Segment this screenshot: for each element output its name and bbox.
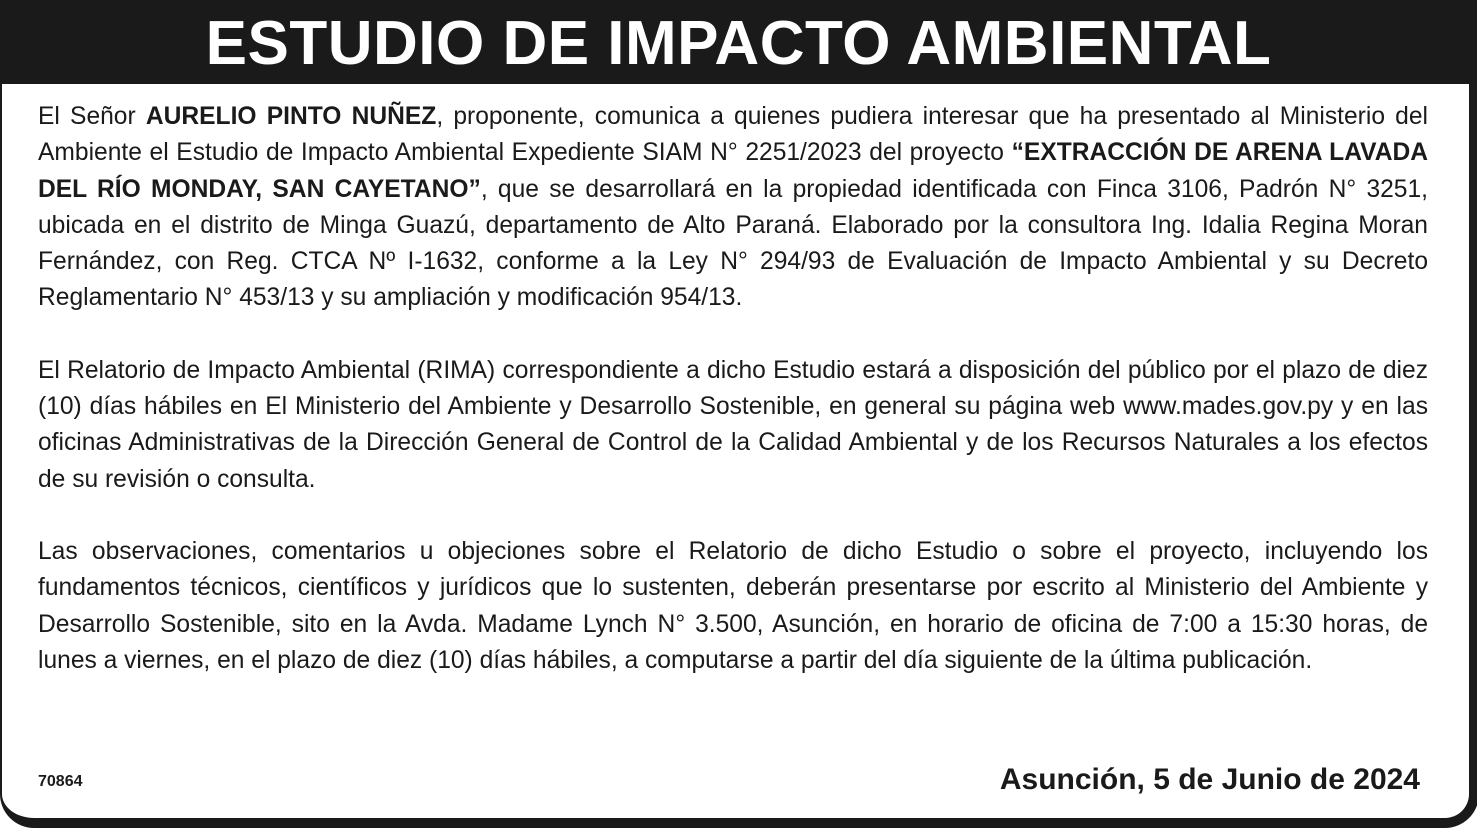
notice-body [38,99,1428,679]
project-name: “EXTRACCIÓN DE ARENA LAVADA DEL RÍO MONDAY, SAN CAYETANO” [38,139,1429,203]
paragraph-observations: Las observaciones, comentarios u objeciones sobre el Relatorio de dicho Estudio o sobre el proyecto, incluyendo los fundamentos técnicos, científicos y jurídicos que lo sustenten, deberán presentarse por escrito al Ministerio del Ambiente y Desarrollo Sostenible, sito en la Avda. Madame Lynch N° 3.500, Asunción, en horario de oficina de 7:00 a 15:30 horas, de lunes a viernes, en el plazo de diez (10) días hábiles, a computarse a partir del día siguiente de la última publicación. [38,537,1428,674]
intro-text: El Señor [38,103,146,130]
notice-date: Asunción, 5 de Junio de 2024 [999,763,1420,796]
ad-code: 70864 [38,773,83,790]
paragraph-rima-availability: El Relatorio de Impacto Ambiental (RIMA) correspondiente a dicho Estudio estará a disposición del público por el plazo de diez (10) días hábiles en El Ministerio del Ambiente y Desarrollo Sostenible, en general su página web www.mades.gov.py y en las oficinas Administrativas de la Dirección General de Control de la Calidad Ambiental y de los Recursos Naturales a los efectos de su revisión o consulta. [38,356,1428,493]
paragraph-presentation [38,99,1428,317]
presentation-text: , proponente, comunica a quienes pudiera interesar que ha presentado al Ministerio del Ambiente el Estudio de Impacto Ambiental Expediente SIAM N° 2251/2023 del proyecto [38,103,1428,167]
notice-title: ESTUDIO DE IMPACTO AMBIENTAL [0,0,1477,84]
proponent-name: AURELIO PINTO NUÑEZ [145,103,437,130]
property-details-text: , que se desarrollará en la propiedad identificada con Finca 3106, Padrón N° 3251, ubicada en el distrito de Minga Guazú, departamento de Alto Paraná. Elaborado por la consultora Ing. Idalia Regina Moran Fernández, con Reg. CTCA Nº I-1632, conforme a la Ley N° 294/93 de Evaluación de Impacto Ambiental y su Decreto Reglamentario N° 453/13 y su ampliación y modificación 954/13. [38,175,1429,312]
